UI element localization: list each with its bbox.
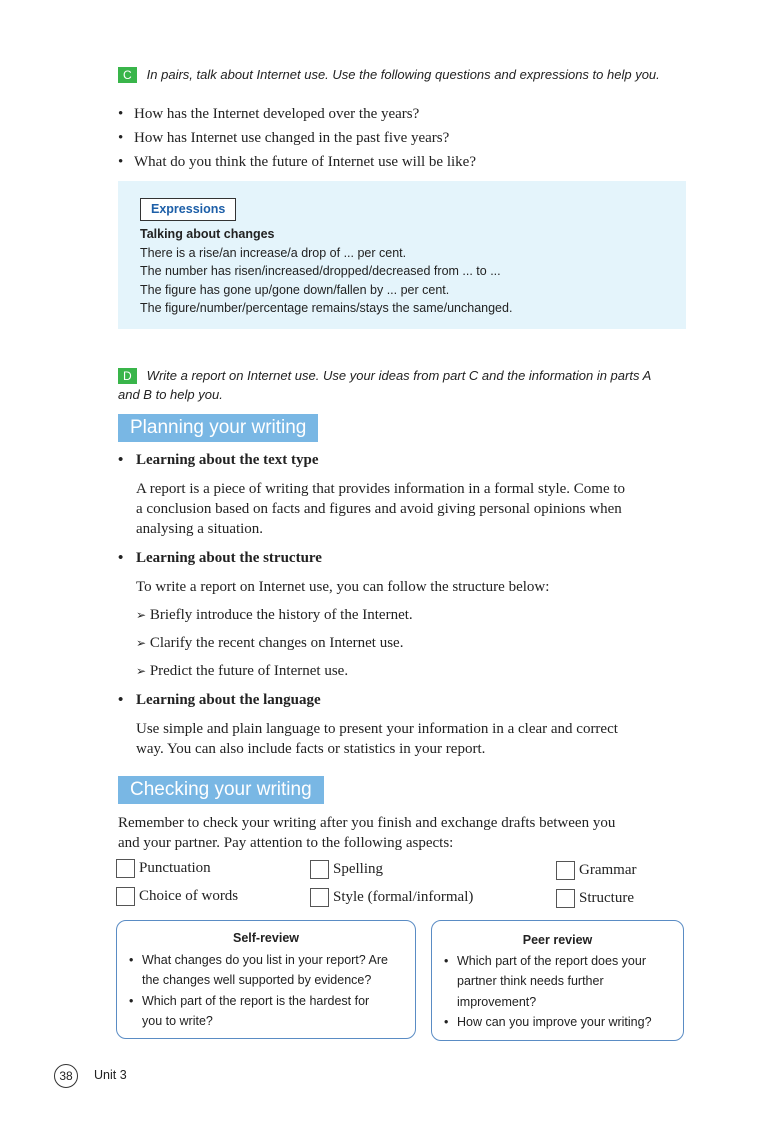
language-line: Use simple and plain language to present your information in a clear and correct	[136, 721, 618, 737]
part-d-instruction-line2: and B to help you.	[118, 387, 223, 402]
aspect-checkbox[interactable]	[556, 861, 636, 880]
aspect-label: Structure	[579, 889, 634, 906]
language-heading: Learning about the language	[136, 692, 321, 708]
structure-step: ➢ Predict the future of Internet use.	[136, 663, 349, 679]
text-type-line: a conclusion based on facts and figures and avoid giving personal opinions when	[136, 501, 622, 517]
expression-line: The figure/number/percentage remains/stays the same/unchanged.	[140, 301, 513, 315]
part-c-instruction: In pairs, talk about Internet use. Use the following questions and expressions to help you.	[146, 67, 660, 82]
aspect-label: Grammar	[579, 861, 637, 878]
expressions-tag: Expressions	[140, 198, 236, 221]
arrowhead-bullet-icon: ➢	[136, 636, 147, 650]
expression-line: There is a rise/an increase/a drop of ... per cent.	[140, 245, 407, 260]
checking-banner: Checking your writing	[118, 776, 324, 804]
self-review-title: Self-review	[232, 931, 299, 945]
self-review-box	[116, 920, 416, 1039]
language-line: way. You can also include facts or statistics in your report.	[136, 741, 486, 757]
empty-checkbox-icon[interactable]	[116, 887, 135, 906]
part-d-badge: D	[118, 368, 137, 384]
text-type-line: A report is a piece of writing that provides information in a formal style. Come to	[136, 481, 626, 497]
aspect-label: Choice of words	[139, 887, 239, 904]
structure-heading: Learning about the structure	[136, 550, 322, 566]
checking-line: Remember to check your writing after you finish and exchange drafts between you	[118, 815, 616, 831]
part-c-instruction-row	[118, 66, 660, 84]
peer-review-item: • How can you improve your writing?	[444, 1015, 652, 1029]
planning-banner: Planning your writing	[118, 414, 318, 442]
aspect-checkbox[interactable]	[310, 860, 383, 879]
language-section: • Learning about the language Use simple and plain language to present your information in a clear and correct way. You can also include facts or statistics in your report.	[118, 690, 708, 759]
structure-step: ➢ Clarify the recent changes on Internet use.	[136, 635, 404, 651]
question-item: • What do you think the future of Internet use will be like?	[116, 150, 476, 174]
part-d-instruction-row	[118, 366, 698, 404]
self-review-item: • What changes do you list in your report? Are the changes well supported by evidence?	[129, 952, 388, 987]
empty-checkbox-icon[interactable]	[556, 889, 575, 908]
expressions-heading: Talking about changes	[140, 227, 275, 241]
aspect-label: Style (formal/informal)	[333, 888, 474, 905]
aspect-label: Spelling	[333, 860, 384, 877]
unit-label: Unit 3	[94, 1068, 127, 1082]
peer-review-title: Peer review	[522, 933, 593, 947]
text-type-section: • Learning about the text type A report is a piece of writing that provides information in a formal style. Come to a conclusion based on facts and figures and avoid giving personal opinions when analysing a situation.	[118, 450, 708, 539]
empty-checkbox-icon[interactable]	[310, 860, 329, 879]
expression-line: The number has risen/increased/dropped/decreased from ... to ...	[140, 264, 501, 278]
empty-checkbox-icon[interactable]	[116, 859, 135, 878]
part-c-badge: C	[118, 67, 137, 83]
arrowhead-bullet-icon: ➢	[136, 608, 147, 622]
aspect-checkbox[interactable]	[116, 887, 238, 906]
structure-step: ➢ Briefly introduce the history of the Internet.	[136, 607, 413, 623]
part-c-question-list	[116, 102, 476, 174]
checking-line: and your partner. Pay attention to the following aspects:	[118, 835, 454, 851]
question-item: • How has the Internet developed over the years?	[116, 102, 476, 126]
text-type-line: analysing a situation.	[136, 521, 264, 537]
structure-intro: To write a report on Internet use, you can follow the structure below:	[136, 579, 550, 595]
checking-paragraph	[118, 813, 708, 853]
structure-section: • Learning about the structure To write a report on Internet use, you can follow the structure below: ➢ Briefly introduce the history of the Internet. ➢ Clarify the recent changes on Internet use. ➢ Predict the future of Internet use.	[118, 548, 708, 681]
aspect-checkbox[interactable]	[556, 889, 634, 908]
self-review-item: • Which part of the report is the hardest for you to write?	[129, 993, 370, 1028]
text-type-heading: Learning about the text type	[136, 452, 319, 468]
aspect-label: Punctuation	[139, 859, 211, 876]
expressions-box	[118, 181, 686, 329]
arrowhead-bullet-icon: ➢	[136, 664, 147, 678]
peer-review-item: • Which part of the report does your partner think needs further improvement?	[444, 953, 646, 1009]
empty-checkbox-icon[interactable]	[556, 861, 575, 880]
aspect-checkbox[interactable]	[310, 888, 473, 907]
part-d-instruction-line1: Write a report on Internet use. Use your ideas from part C and the information in parts A	[146, 368, 652, 383]
page-number-badge: 38	[54, 1064, 78, 1088]
question-item: • How has Internet use changed in the past five years?	[116, 126, 476, 150]
expression-line: The figure has gone up/gone down/fallen by ... per cent.	[140, 282, 450, 297]
aspect-checkbox[interactable]	[116, 859, 211, 878]
empty-checkbox-icon[interactable]	[310, 888, 329, 907]
peer-review-box	[431, 920, 684, 1041]
